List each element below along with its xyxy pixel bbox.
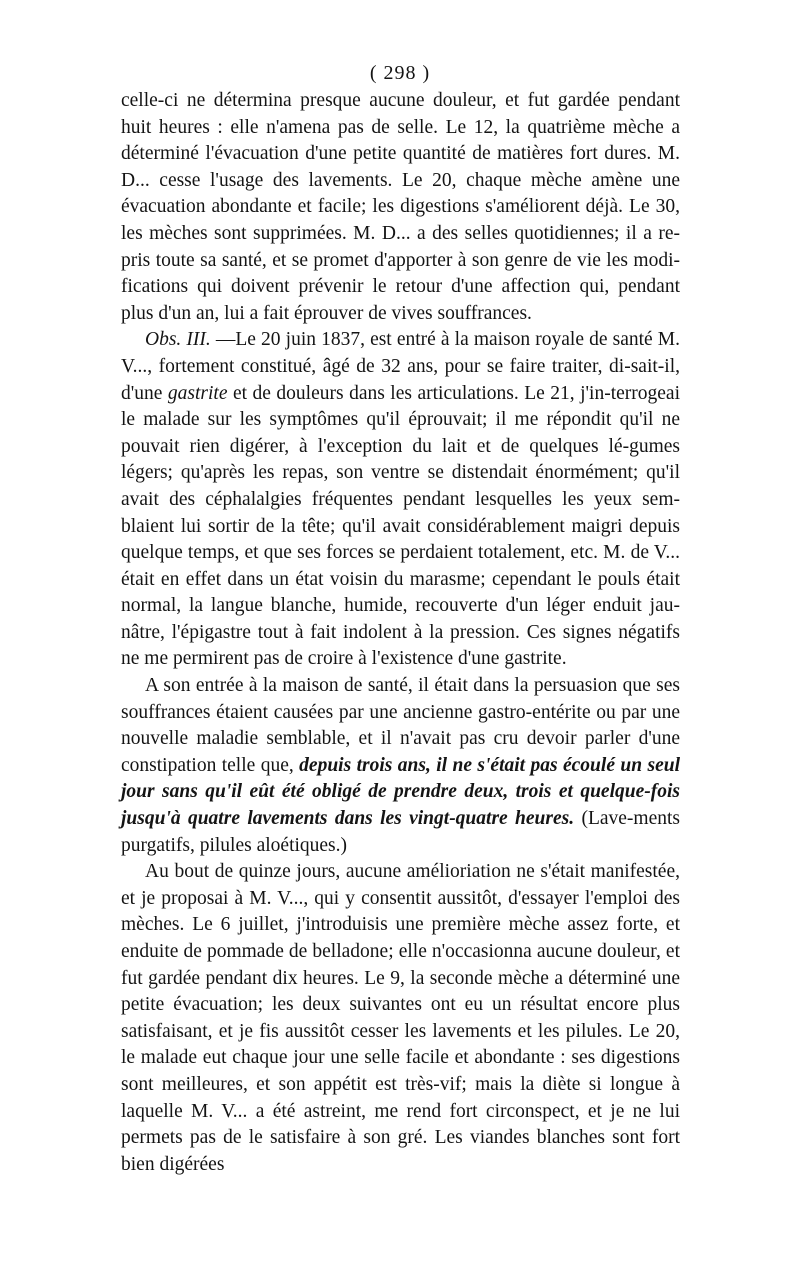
paragraph-3 [121, 673, 680, 859]
text-segment: A son entrée à la maison de santé, il était dans la persuasion que ses souffrances étaient causées par une ancienne gastro-entérite ou par une nouvelle maladie semblable, et il n'avait pas cru devoir parler d'une constipation telle que, [121, 675, 680, 776]
page-number: ( 298 ) [369, 62, 431, 84]
emphasized-passage: depuis trois ans, il ne s'était pas écoulé un seul jour sans qu'il eût été obligé de prendre deux, trois et quelque-fois jusqu'à quatre lavements dans les vingt-quatre heures. [121, 754, 681, 830]
text-segment: Au bout de quinze jours, aucune amélioriation ne s'était manifestée, et je proposai à M. V..., qui y consentit aussitôt, d'essayer l'emploi des mèches. Le 6 juillet, j'introduisis une première mèche assez forte, et enduite de pommade de belladone; elle n'occasionna aucune douleur, et fut gardée pendant dix heures. Le 9, la seconde mèche a déterminé une petite évacuation; les deux suivantes ont eu un résultat encore plus satisfaisant, et je fis aussitôt cesser les lavements et les pilules. Le 20, le malade eut chaque jour une selle facile et abondante : ses digestions sont meilleures, et son appétit est très-vif; mais la diète si longue à laquelle M. V... a été astreint, me rend fort circonspect, et je ne lui permets pas de le satisfaire à son gré. Les viandes blanches sont fort bien digérées [121, 861, 680, 1175]
text-segment: et de douleurs dans les articulations. Le 21, j'in-terrogeai le malade sur les symptômes qu'il éprouvait; il me répondit qu'il ne pouvait rien digérer, à l'exception du lait et de quelques lé-gumes légers; qu'après les repas, son ventre se distendait énormément; qu'il avait des céphalalgies fréquentes pendant lesquelles les yeux sem-blaient lui sortir de la tête; qu'il avait considérablement maigri depuis quelque temps, et que ses forces se perdaient totalement, etc. M. de V... était en effet dans un état voisin du marasme; cependant le pouls était normal, la langue blanche, humide, recouverte d'un léger enduit jau-nâtre, l'épigastre tout à fait indolent à la pression. Ces signes négatifs ne me permirent pas de croire à l'existence d'une gastrite. [121, 382, 680, 670]
paragraph-4 [121, 859, 680, 1178]
body-text [121, 88, 680, 1178]
paragraph-1 [121, 88, 680, 327]
text-segment: —Le 20 juin 1837, est entré à la maison royale de santé M. V..., fortement constitué, âgé de 32 ans, pour se faire traiter, di-sait-il, d'une [121, 329, 681, 404]
observation-label: Obs. III. [145, 329, 211, 351]
paragraph-2 [121, 327, 680, 673]
text-segment: celle-ci ne détermina presque aucune douleur, et fut gardée pendant huit heures : elle n'amena pas de selle. Le 12, la quatrième mèche a déterminé l'évacuation d'une petite quantité de matières fort dures. M. D... cesse l'usage des lavements. Le 20, chaque mèche amène une évacuation abondante et facile; les digestions s'améliorent déjà. Le 30, les mèches sont supprimées. M. D... a des selles quotidiennes; il a re-pris toute sa santé, et se promet d'apporter à son genre de vie les modi-fications qui doivent prévenir le retour d'une affection qui, pendant plus d'un an, lui a fait éprouver de vives souffrances. [121, 90, 680, 324]
italic-term: gastrite [167, 382, 228, 404]
text-segment: (Lave-ments purgatifs, pilules aloétiques.) [121, 808, 680, 856]
